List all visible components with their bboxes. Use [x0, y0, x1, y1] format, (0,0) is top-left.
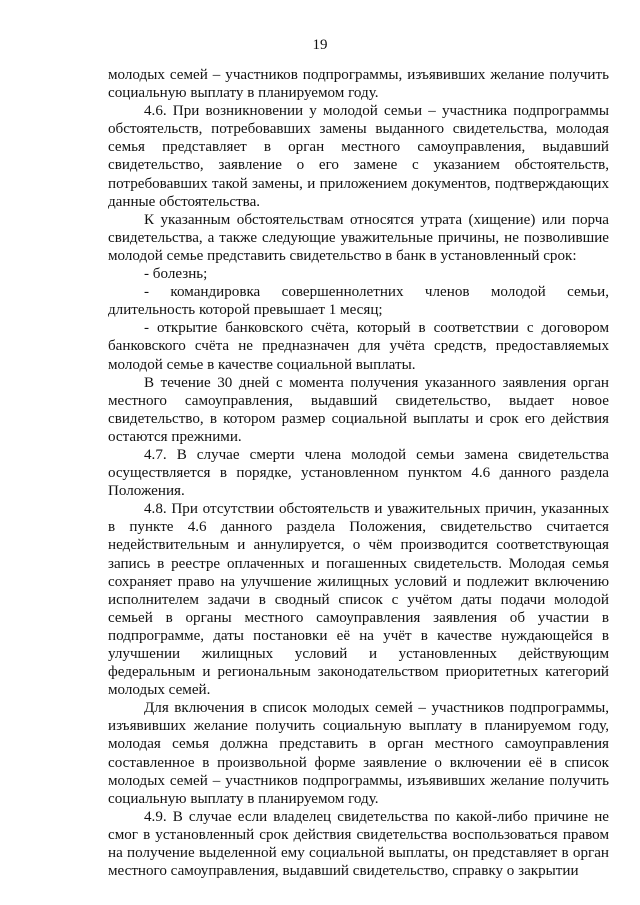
list-item-business-trip: - командировка совершеннолетних членов молодой семьи, длительность которой превышает 1 месяц; [108, 284, 609, 319]
paragraph-continuation: молодых семей – участников подпрограммы, изъявивших желание получить социальную выплату в планируемом году. [108, 67, 609, 102]
paragraph-4-9: 4.9. В случае если владелец свидетельства по какой-либо причине не смог в установленный срок действия свидетельства воспользоваться правом на получение выделенной ему социальной выплаты, он представляет в орган местного самоуправления, выдавший свидетельство, справку о закрытии [108, 808, 609, 880]
paragraph-inclusion: Для включения в список молодых семей – участников подпрограммы, изъявивших желание получить социальную выплату в планируемом году, молодая семья должна представить в орган местного самоуправления составленное в произвольной форме заявление о включении её в список молодых семей – участников подпрограммы, изъявивших желание получить социальную выплату в планируемом году. [108, 700, 609, 807]
document-body [108, 66, 609, 880]
paragraph-4-6: 4.6. При возникновении у молодой семьи – участника подпрограммы обстоятельств, потребовавших замены выданного свидетельства, молодая семья представляет в орган местного самоуправления, выдавший свидетельство, заявление о его замене с указанием обстоятельств, потребовавших такой замены, и приложением документов, подтверждающих данные обстоятельства. [108, 103, 609, 210]
paragraph-4-7: 4.7. В случае смерти члена молодой семьи замена свидетельства осуществляется в порядке, установленном пунктом 4.6 данного раздела Положения. [108, 446, 609, 500]
paragraph-circumstances: К указанным обстоятельствам относятся утрата (хищение) или порча свидетельства, а также следующие уважительные причины, не позволившие молодой семье представить свидетельство в банк в установленный срок: [108, 211, 609, 264]
paragraph-30-days: В течение 30 дней с момента получения указанного заявления орган местного самоуправления, выдавший свидетельство, выдает новое свидетельство, в котором размер социальной выплаты и срок его действия остаются прежними. [108, 374, 609, 445]
paragraph-4-8: 4.8. При отсутствии обстоятельств и уважительных причин, указанных в пункте 4.6 данного раздела Положения, свидетельство считается недействительным и аннулируется, о чём производится соответствующая запись в реестре оплаченных и погашенных свидетельств. Молодая семья сохраняет право на улучшение жилищных условий и подлежит включению исполнителем задачи в сводный список с учётом даты подачи молодой семьей в органы местного самоуправления заявления об участии в подпрограмме, даты постановки её на учёт в качестве нуждающейся в улучшении жилищных условий и установленных действующим федеральным и региональным законодательством приоритетных категорий молодых семей. [108, 501, 609, 699]
page-number: 19 [312, 37, 328, 53]
list-item-bank-account: - открытие банковского счёта, который в соответствии с договором банковского счёта не предназначен для учёта средств, предоставляемых молодой семье в качестве социальной выплаты. [108, 320, 609, 373]
list-item-illness: - болезнь; [144, 266, 208, 283]
